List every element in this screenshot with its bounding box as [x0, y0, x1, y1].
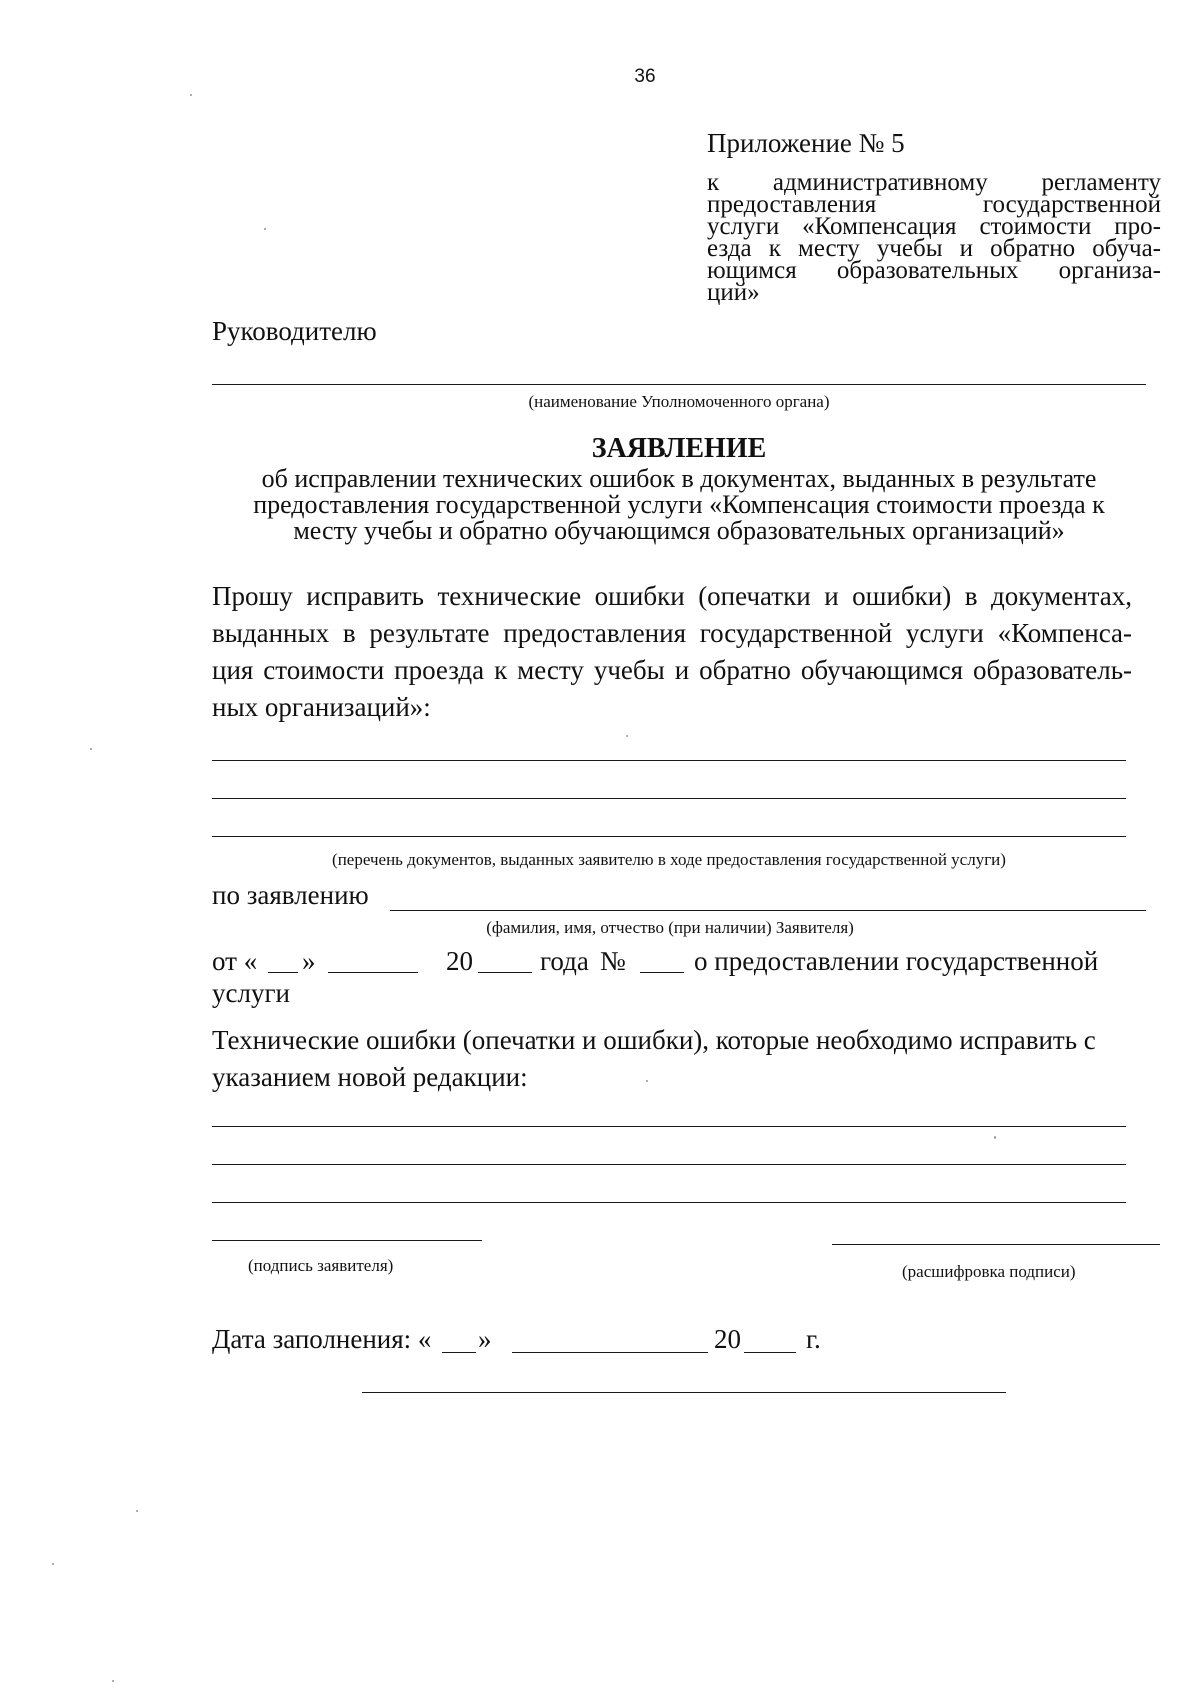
fill-date-label: Дата заполнения: « — [212, 1324, 432, 1354]
errors-line-2: указанием новой редакции: — [212, 1062, 528, 1092]
scan-speck — [190, 94, 192, 96]
request-line: ция стоимости проезда к месту учебы и обратно обучающимся образователь- — [212, 655, 1132, 685]
appendix-title: Приложение № 5 — [707, 128, 905, 158]
corrections-field-line-3[interactable] — [212, 1202, 1126, 1203]
fill-date-close-quote: » — [478, 1324, 492, 1354]
fill-date-year-suffix: г. — [806, 1324, 821, 1354]
request-paragraph — [212, 578, 1132, 726]
dated-month-field[interactable] — [328, 972, 418, 973]
dated-from: от « — [212, 946, 258, 976]
signature-decoding-caption: (расшифровка подписи) — [902, 1262, 1076, 1281]
documents-field-line-2[interactable] — [212, 798, 1126, 799]
documents-caption: (перечень документов, выданных заявителю в ходе предоставления государственной услуги) — [332, 850, 1006, 869]
signature-caption: (подпись заявителя) — [248, 1256, 394, 1275]
errors-paragraph — [212, 1022, 1162, 1096]
page-number: 36 — [634, 66, 656, 87]
dated-close-quote: » — [302, 946, 316, 976]
scan-speck — [90, 748, 92, 750]
scan-speck — [112, 1680, 114, 1682]
addressee-caption: (наименование Уполномоченного органа) — [528, 392, 830, 411]
by-application-label: по заявлению — [212, 880, 369, 910]
fill-date-year-field[interactable] — [744, 1352, 796, 1353]
appendix-line: предоставления государственной — [707, 191, 1161, 218]
dated-year-word: года — [540, 946, 589, 976]
subtitle-line: месту учебы и обратно обучающимся образовательных организаций» — [293, 516, 1065, 545]
appendix-line: ющимся образовательных организа- — [707, 257, 1161, 284]
dated-year-field[interactable] — [478, 972, 532, 973]
fill-date-year-prefix: 20 — [714, 1324, 741, 1354]
scan-speck — [626, 735, 628, 737]
documents-field-line-3[interactable] — [212, 836, 1126, 837]
subtitle-line: предоставления государственной услуги «Компенсация стоимости проезда к — [253, 490, 1105, 519]
statement-subtitle — [212, 466, 1146, 544]
scan-speck — [994, 1136, 996, 1139]
dated-year-prefix: 20 — [446, 946, 473, 976]
fill-date-month-field[interactable] — [512, 1352, 708, 1353]
corrections-field-line-1[interactable] — [212, 1126, 1126, 1127]
signature-decoding-field[interactable] — [832, 1244, 1160, 1245]
appendix-block — [707, 169, 1161, 306]
documents-field-line-1[interactable] — [212, 760, 1126, 761]
scan-speck — [264, 228, 266, 230]
dated-tail-2: услуги — [212, 978, 290, 1008]
scan-speck — [646, 1080, 648, 1082]
request-line: Прошу исправить технические ошибки (опечатки и ошибки) в документах, — [212, 581, 1132, 611]
dated-tail: о предоставлении государственной — [694, 946, 1099, 976]
signature-field[interactable] — [212, 1240, 482, 1241]
dated-day-field[interactable] — [268, 972, 298, 973]
corrections-field-line-2[interactable] — [212, 1164, 1126, 1165]
subtitle-line: об исправлении технических ошибок в документах, выданных в результате — [261, 464, 1097, 493]
errors-line-1: Технические ошибки (опечатки и ошибки), которые необходимо исправить с — [212, 1025, 1096, 1055]
appendix-last-line: ций» — [707, 279, 760, 306]
applicant-name-field[interactable] — [390, 910, 1146, 911]
scan-speck — [52, 1563, 54, 1565]
addressee-label: Руководителю — [212, 316, 377, 346]
fill-date-day-field[interactable] — [442, 1352, 476, 1353]
dated-number-field[interactable] — [640, 972, 684, 973]
request-last-line: ных организаций»: — [212, 692, 431, 722]
request-line: выданных в результате предоставления государственной услуги «Компенса- — [212, 618, 1132, 648]
appendix-line: езда к месту учебы и обратно обуча- — [707, 235, 1161, 262]
appendix-line: услуги «Компенсация стоимости про- — [707, 213, 1161, 240]
statement-title: ЗАЯВЛЕНИЕ — [591, 433, 767, 464]
addressee-field-line[interactable] — [212, 384, 1146, 385]
scan-speck — [136, 1510, 138, 1512]
applicant-name-caption: (фамилия, имя, отчество (при наличии) Заявителя) — [486, 918, 854, 937]
dated-number-sign: № — [600, 946, 626, 976]
appendix-line: к административному регламенту — [707, 169, 1161, 196]
bottom-separator — [362, 1392, 1006, 1393]
